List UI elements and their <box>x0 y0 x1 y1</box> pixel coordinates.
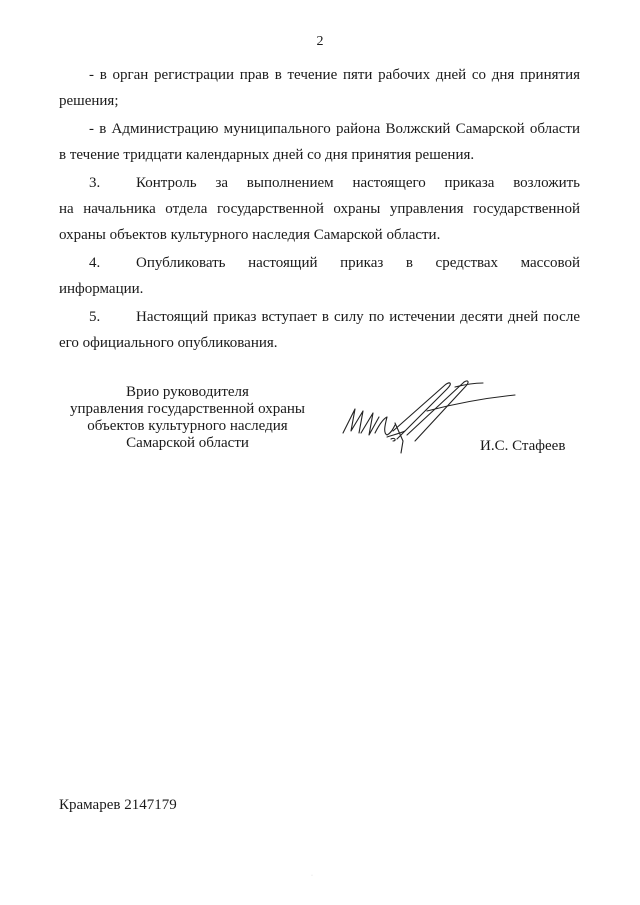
item-number: 5. <box>89 309 101 325</box>
document-body <box>59 62 580 358</box>
item-5-effect <box>59 304 580 356</box>
item-3-control <box>59 170 580 248</box>
item-lead-text: Опубликовать настоящий приказ в средствах массовой <box>136 255 580 271</box>
item-number: 4. <box>89 255 101 271</box>
item-continuation-text: его официального опубликования. <box>59 335 278 351</box>
page-number: 2 <box>316 34 324 49</box>
signatory-position <box>60 384 315 452</box>
item-lead-text: Настоящий приказ вступает в силу по истечении десяти дней после <box>136 309 580 325</box>
item-continuation-text: информации. <box>59 281 144 297</box>
position-line: Самарской области <box>126 435 249 451</box>
position-line: объектов культурного наследия <box>87 418 288 434</box>
position-line: управления государственной охраны <box>70 401 305 417</box>
paragraph-administration: - в Администрацию муниципального района Волжский Самарской области в течение тридцати календарных дней со дня принятия решения. <box>59 121 580 163</box>
paragraph-registration-body: - в орган регистрации прав в течение пяти рабочих дней со дня принятия решения; <box>59 67 580 109</box>
executor-contact: Крамарев 2147179 <box>59 797 177 813</box>
signer-name: И.С. Стафеев <box>480 438 566 454</box>
item-continuation-text: на начальника отдела государственной охраны управления государственной охраны объектов культурного наследия Самарской области. <box>59 201 580 243</box>
scan-artifact: · <box>311 873 313 879</box>
item-lead-text: Контроль за выполнением настоящего приказа возложить <box>136 175 580 191</box>
item-4-publish <box>59 250 580 302</box>
item-number: 3. <box>89 175 101 191</box>
position-line: Врио руководителя <box>126 384 249 400</box>
